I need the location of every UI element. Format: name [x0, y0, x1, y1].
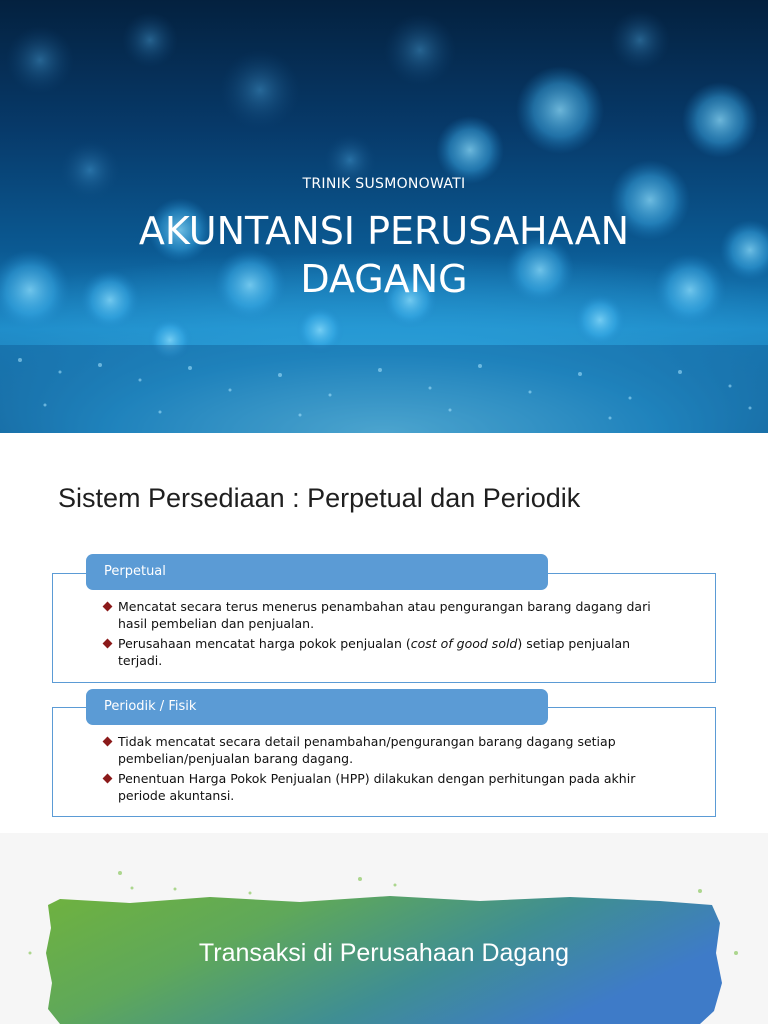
periodik-header: Periodik / Fisik: [86, 689, 548, 725]
diamond-bullet-icon: [103, 639, 113, 649]
title-slide: [0, 0, 768, 433]
diamond-bullet-icon: [103, 737, 113, 747]
periodik-bullet-list: [104, 733, 674, 807]
title-line-2: DAGANG: [300, 257, 468, 301]
presentation-title: [0, 207, 768, 303]
title-line-1: AKUNTANSI PERUSAHAAN: [138, 209, 630, 253]
diamond-bullet-icon: [103, 602, 113, 612]
section-title: Transaksi di Perusahaan Dagang: [198, 939, 570, 967]
author-name: TRINIK SUSMONOWATI: [302, 176, 466, 192]
diamond-bullet-icon: [103, 774, 113, 784]
list-item: Perusahaan mencatat harga pokok penjualan (cost of good sold) setiap penjualan terjadi.: [104, 635, 674, 669]
perpetual-header: Perpetual: [86, 554, 548, 590]
transaction-title-slide: [0, 833, 768, 1024]
list-item: Penentuan Harga Pokok Penjualan (HPP) dilakukan dengan perhitungan pada akhir periode akuntansi.: [104, 770, 674, 804]
slide-title: Sistem Persediaan : Perpetual dan Periodik: [58, 483, 581, 513]
list-item: Tidak mencatat secara detail penambahan/pengurangan barang dagang setiap pembelian/penjualan barang dagang.: [104, 733, 674, 767]
painted-banner: [0, 833, 768, 1024]
inventory-systems-slide: [0, 433, 768, 833]
list-item: Mencatat secara terus menerus penambahan atau pengurangan barang dagang dari hasil pembelian dan penjualan.: [104, 598, 674, 632]
perpetual-bullet-list: [104, 598, 674, 672]
